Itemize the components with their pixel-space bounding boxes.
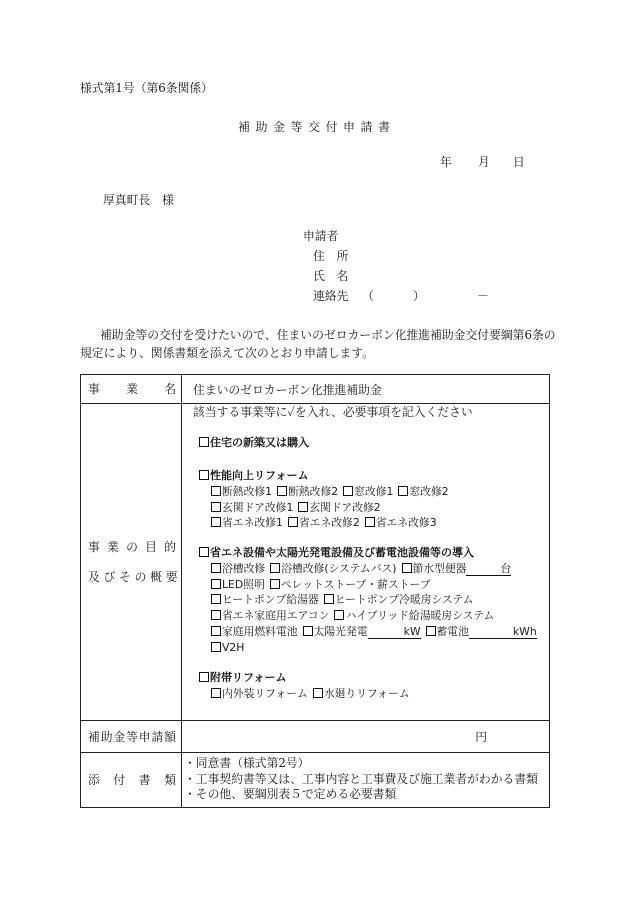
date-month-label: 月 bbox=[478, 155, 490, 169]
option-checkbox[interactable] bbox=[303, 626, 313, 636]
project-name-label-cell bbox=[81, 375, 182, 403]
option-label: 窓改修1 bbox=[354, 484, 394, 498]
checklist-section bbox=[199, 670, 549, 702]
option-label: ヒートポンプ冷暖房システム bbox=[334, 593, 474, 607]
option-label: 節水型便器 bbox=[412, 561, 467, 575]
option-checkbox[interactable] bbox=[398, 486, 408, 496]
option-checkbox[interactable] bbox=[211, 563, 221, 573]
option-checkbox[interactable] bbox=[324, 594, 334, 604]
option-checkbox[interactable] bbox=[211, 502, 221, 512]
option-label: V2H bbox=[222, 640, 245, 654]
section-heading-row bbox=[199, 435, 549, 451]
amount-row bbox=[81, 720, 549, 752]
section-heading-row bbox=[199, 545, 549, 561]
purpose-label-line-1: 事 業 の 目 的 bbox=[88, 540, 176, 554]
quantity-field bbox=[469, 625, 537, 639]
option-line bbox=[199, 515, 549, 531]
option-checkbox[interactable] bbox=[211, 610, 221, 620]
option-label: LED照明 bbox=[222, 577, 265, 591]
checklist-section bbox=[199, 468, 549, 531]
section-heading: 附帯リフォーム bbox=[210, 671, 287, 685]
option-item bbox=[303, 625, 421, 638]
option-checkbox[interactable] bbox=[211, 688, 221, 698]
attachment-item: ・その他、要綱別表５で定める必要書類 bbox=[184, 787, 397, 801]
option-label: 内外装リフォーム bbox=[222, 686, 308, 700]
intro-line-2: 規定により、関係書類を添えて次のとおり申請します。 bbox=[80, 346, 374, 360]
project-name-label: 事 業 名 bbox=[88, 382, 176, 396]
attachments-row bbox=[81, 752, 549, 807]
quantity-blank[interactable] bbox=[466, 562, 500, 572]
option-label: 浴槽改修 bbox=[222, 561, 266, 575]
option-label: 玄関ドア改修2 bbox=[309, 500, 381, 514]
section-heading: 省エネ設備や太陽光発電設備及び蓄電池設備等の導入 bbox=[210, 546, 474, 560]
option-checkbox[interactable] bbox=[343, 486, 353, 496]
addressee: 厚真町長 様 bbox=[103, 193, 174, 207]
option-line bbox=[199, 640, 549, 656]
unit-label: kWh bbox=[512, 625, 537, 639]
option-checkbox[interactable] bbox=[313, 688, 323, 698]
contact-paren-open: （ bbox=[362, 289, 374, 303]
option-line bbox=[199, 686, 549, 702]
option-checkbox[interactable] bbox=[334, 610, 344, 620]
option-checkbox[interactable] bbox=[402, 563, 412, 573]
section-checkbox[interactable] bbox=[199, 547, 209, 557]
option-item bbox=[211, 516, 283, 529]
option-item bbox=[324, 593, 474, 606]
option-checkbox[interactable] bbox=[270, 563, 280, 573]
option-label: 省エネ改修2 bbox=[298, 516, 360, 530]
option-line bbox=[199, 561, 549, 577]
form-title: 補助金等交付申請書 bbox=[238, 120, 396, 134]
option-checkbox[interactable] bbox=[211, 517, 221, 527]
option-label: 省エネ改修3 bbox=[375, 516, 437, 530]
section-heading: 住宅の新築又は購入 bbox=[210, 436, 309, 450]
address-label: 住 所 bbox=[313, 249, 349, 263]
option-checkbox[interactable] bbox=[211, 594, 221, 604]
applicant-heading: 申請者 bbox=[303, 229, 339, 243]
option-item bbox=[277, 485, 338, 498]
option-item bbox=[211, 593, 319, 606]
option-checkbox[interactable] bbox=[288, 517, 298, 527]
option-line bbox=[199, 484, 549, 500]
option-checkbox[interactable] bbox=[211, 642, 221, 652]
option-item bbox=[211, 562, 265, 575]
option-checkbox[interactable] bbox=[270, 579, 280, 589]
section-checkbox[interactable] bbox=[199, 470, 209, 480]
option-item bbox=[211, 625, 298, 638]
section-checkbox[interactable] bbox=[199, 437, 209, 447]
option-item bbox=[313, 687, 410, 700]
form-number: 様式第1号（第6条関係） bbox=[80, 81, 213, 95]
project-name-value-cell bbox=[182, 375, 549, 403]
option-checkbox[interactable] bbox=[277, 486, 287, 496]
option-line bbox=[199, 500, 549, 516]
option-label: 水廻りリフォーム bbox=[323, 686, 410, 700]
option-line bbox=[199, 592, 549, 608]
option-line bbox=[199, 577, 549, 593]
purpose-label-line-2: 及 び そ の 概 要 bbox=[88, 570, 178, 584]
purpose-value-cell bbox=[182, 404, 549, 720]
name-label: 氏 名 bbox=[313, 269, 349, 283]
project-name-value: 住まいのゼロカーボン化推進補助金 bbox=[193, 382, 382, 397]
option-item bbox=[343, 485, 393, 498]
option-label: ペレットストーブ・薪ストーブ bbox=[280, 577, 431, 591]
option-label: 省エネ家庭用エアコン bbox=[222, 609, 330, 623]
option-item bbox=[334, 609, 494, 622]
intro-line-1: 補助金等の交付を受けたいので、住まいのゼロカーボン化推進補助金交付要綱第6条の bbox=[100, 328, 556, 342]
purpose-row bbox=[81, 403, 549, 720]
option-checkbox[interactable] bbox=[211, 486, 221, 496]
option-label: 浴槽改修(システムバス) bbox=[281, 561, 397, 575]
attachments-value-cell bbox=[182, 753, 549, 807]
amount-label: 補助金等申請額 bbox=[88, 729, 176, 744]
option-item bbox=[288, 516, 360, 529]
checklist-section bbox=[199, 545, 549, 656]
option-checkbox[interactable] bbox=[211, 626, 221, 636]
option-item bbox=[211, 687, 308, 700]
option-item bbox=[211, 641, 244, 654]
option-item bbox=[211, 501, 293, 514]
section-heading: 性能向上リフォーム bbox=[210, 469, 309, 483]
option-item bbox=[270, 578, 431, 591]
option-checkbox[interactable] bbox=[211, 579, 221, 589]
option-label: ハイブリッド給湯暖房システム bbox=[345, 609, 495, 623]
option-item bbox=[298, 501, 380, 514]
unit-label: kW bbox=[403, 625, 421, 639]
quantity-field bbox=[466, 562, 511, 576]
date-day-label: 日 bbox=[513, 155, 525, 169]
option-label: 家庭用燃料電池 bbox=[222, 625, 298, 639]
option-label: 断熱改修2 bbox=[288, 484, 339, 498]
option-checkbox[interactable] bbox=[365, 517, 375, 527]
option-item bbox=[426, 625, 537, 638]
section-checkbox[interactable] bbox=[199, 672, 209, 682]
option-label: 断熱改修1 bbox=[222, 484, 273, 498]
contact-label: 連絡先 bbox=[313, 289, 349, 303]
attachments-label: 添 付 書 類 bbox=[88, 773, 176, 787]
option-label: 太陽光発電 bbox=[313, 625, 368, 639]
project-name-row bbox=[81, 375, 549, 403]
attachment-item: ・工事契約書等又は、工事内容と工事費及び施工業者がわかる書類 bbox=[184, 771, 538, 786]
option-checkbox[interactable] bbox=[298, 502, 308, 512]
quantity-blank[interactable] bbox=[469, 625, 513, 635]
option-item bbox=[211, 578, 265, 591]
option-checkbox[interactable] bbox=[426, 626, 436, 636]
purpose-instruction: 該当する事業等に✓を入れ、必要事項を記入ください bbox=[193, 405, 473, 419]
purpose-label-cell bbox=[81, 404, 182, 720]
unit-label: 台 bbox=[500, 561, 512, 575]
amount-unit: 円 bbox=[475, 730, 487, 744]
contact-paren-close: ） bbox=[413, 289, 425, 303]
option-item bbox=[365, 516, 437, 529]
section-heading-row bbox=[199, 670, 549, 686]
option-label: ヒートポンプ給湯器 bbox=[222, 593, 319, 607]
date-year-label: 年 bbox=[440, 155, 452, 169]
checklist-section bbox=[199, 435, 549, 451]
option-label: 玄関ドア改修1 bbox=[222, 500, 294, 514]
contact-dash: － bbox=[477, 289, 489, 303]
attachment-item: ・同意書（様式第2号） bbox=[184, 756, 310, 770]
section-heading-row bbox=[199, 468, 549, 484]
option-line bbox=[199, 608, 549, 624]
option-label: 省エネ改修1 bbox=[222, 516, 283, 530]
option-item bbox=[211, 609, 329, 622]
option-line bbox=[199, 624, 549, 640]
option-item bbox=[270, 562, 396, 575]
application-table bbox=[80, 374, 550, 808]
amount-value-cell bbox=[182, 721, 549, 752]
option-item bbox=[402, 562, 512, 575]
option-item bbox=[211, 485, 272, 498]
option-label: 窓改修2 bbox=[409, 484, 449, 498]
quantity-blank[interactable] bbox=[368, 625, 404, 635]
amount-label-cell bbox=[81, 721, 182, 752]
attachments-label-cell bbox=[81, 753, 182, 807]
purpose-sections bbox=[193, 435, 549, 702]
option-item bbox=[398, 485, 448, 498]
quantity-field bbox=[368, 625, 421, 639]
option-label: 蓄電池 bbox=[436, 625, 469, 639]
